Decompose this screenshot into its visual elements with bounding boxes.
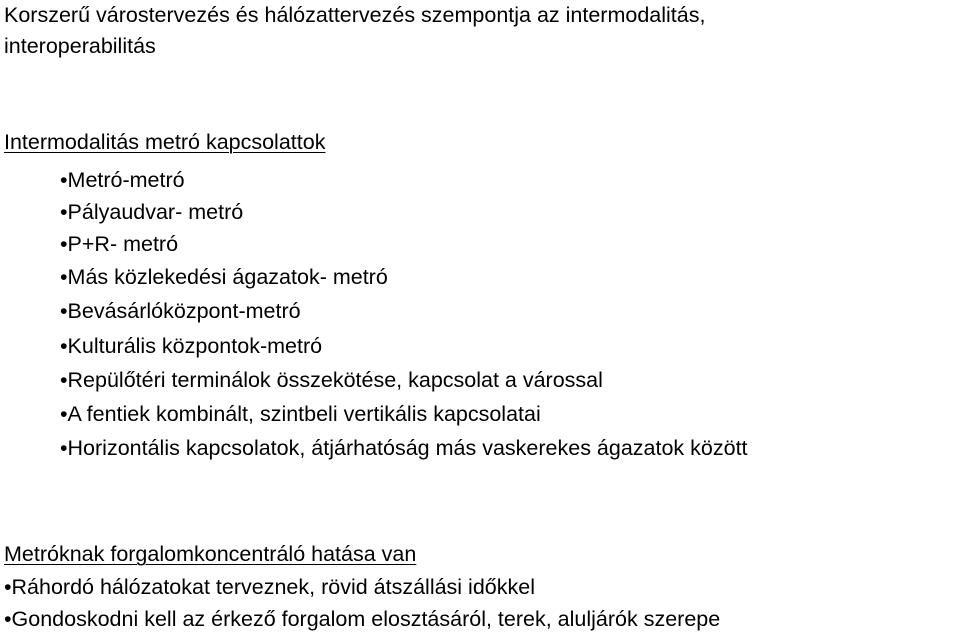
bullet-icon: • (60, 265, 68, 289)
list-item-label: Repülőtéri terminálok összekötése, kapcsolat a várossal (67, 368, 603, 392)
bullet-icon: • (60, 402, 68, 426)
list-item (60, 298, 301, 324)
list-item-label: Gondoskodni kell az érkező forgalom elosztásáról, terek, aluljárók szerepe (11, 607, 721, 631)
list-item (60, 401, 541, 427)
bullet-icon: • (4, 575, 12, 599)
list-item-label: Bevásárlóközpont-metró (67, 299, 301, 323)
list-item (4, 606, 720, 632)
section-heading: Metróknak forgalomkoncentráló hatása van (4, 542, 417, 566)
bullet-icon: • (60, 168, 68, 192)
list-item-label: Horizontális kapcsolatok, átjárhatóság más vaskerekes ágazatok között (67, 436, 748, 460)
list-item (4, 574, 535, 600)
list-item-label: Pályaudvar- metró (67, 200, 244, 224)
list-item (60, 231, 178, 257)
list-item-label: Kulturális központok-metró (67, 334, 323, 358)
list-item (60, 264, 388, 290)
title-line-2: interoperabilitás (4, 34, 156, 58)
list-item-label: P+R- metró (67, 232, 179, 256)
list-item-label: Más közlekedési ágazatok- metró (67, 265, 388, 289)
list-item (60, 199, 243, 225)
bullet-icon: • (60, 436, 68, 460)
bullet-icon: • (60, 368, 68, 392)
bullet-icon: • (60, 232, 68, 256)
list-item (60, 333, 322, 359)
section-heading: Intermodalitás metró kapcsolattok (4, 130, 326, 154)
list-item-label: Metró-metró (67, 168, 185, 192)
bullet-icon: • (4, 607, 12, 631)
list-item (60, 435, 748, 461)
list-item (60, 367, 603, 393)
bullet-icon: • (60, 334, 68, 358)
list-item-label: Ráhordó hálózatokat terveznek, rövid átszállási időkkel (11, 575, 535, 599)
title-line-1: Korszerű várostervezés és hálózattervezés szempontja az intermodalitás, (4, 3, 706, 27)
list-item (60, 167, 185, 193)
bullet-icon: • (60, 299, 68, 323)
bullet-icon: • (60, 200, 68, 224)
list-item-label: A fentiek kombinált, szintbeli vertikális kapcsolatai (67, 402, 541, 426)
